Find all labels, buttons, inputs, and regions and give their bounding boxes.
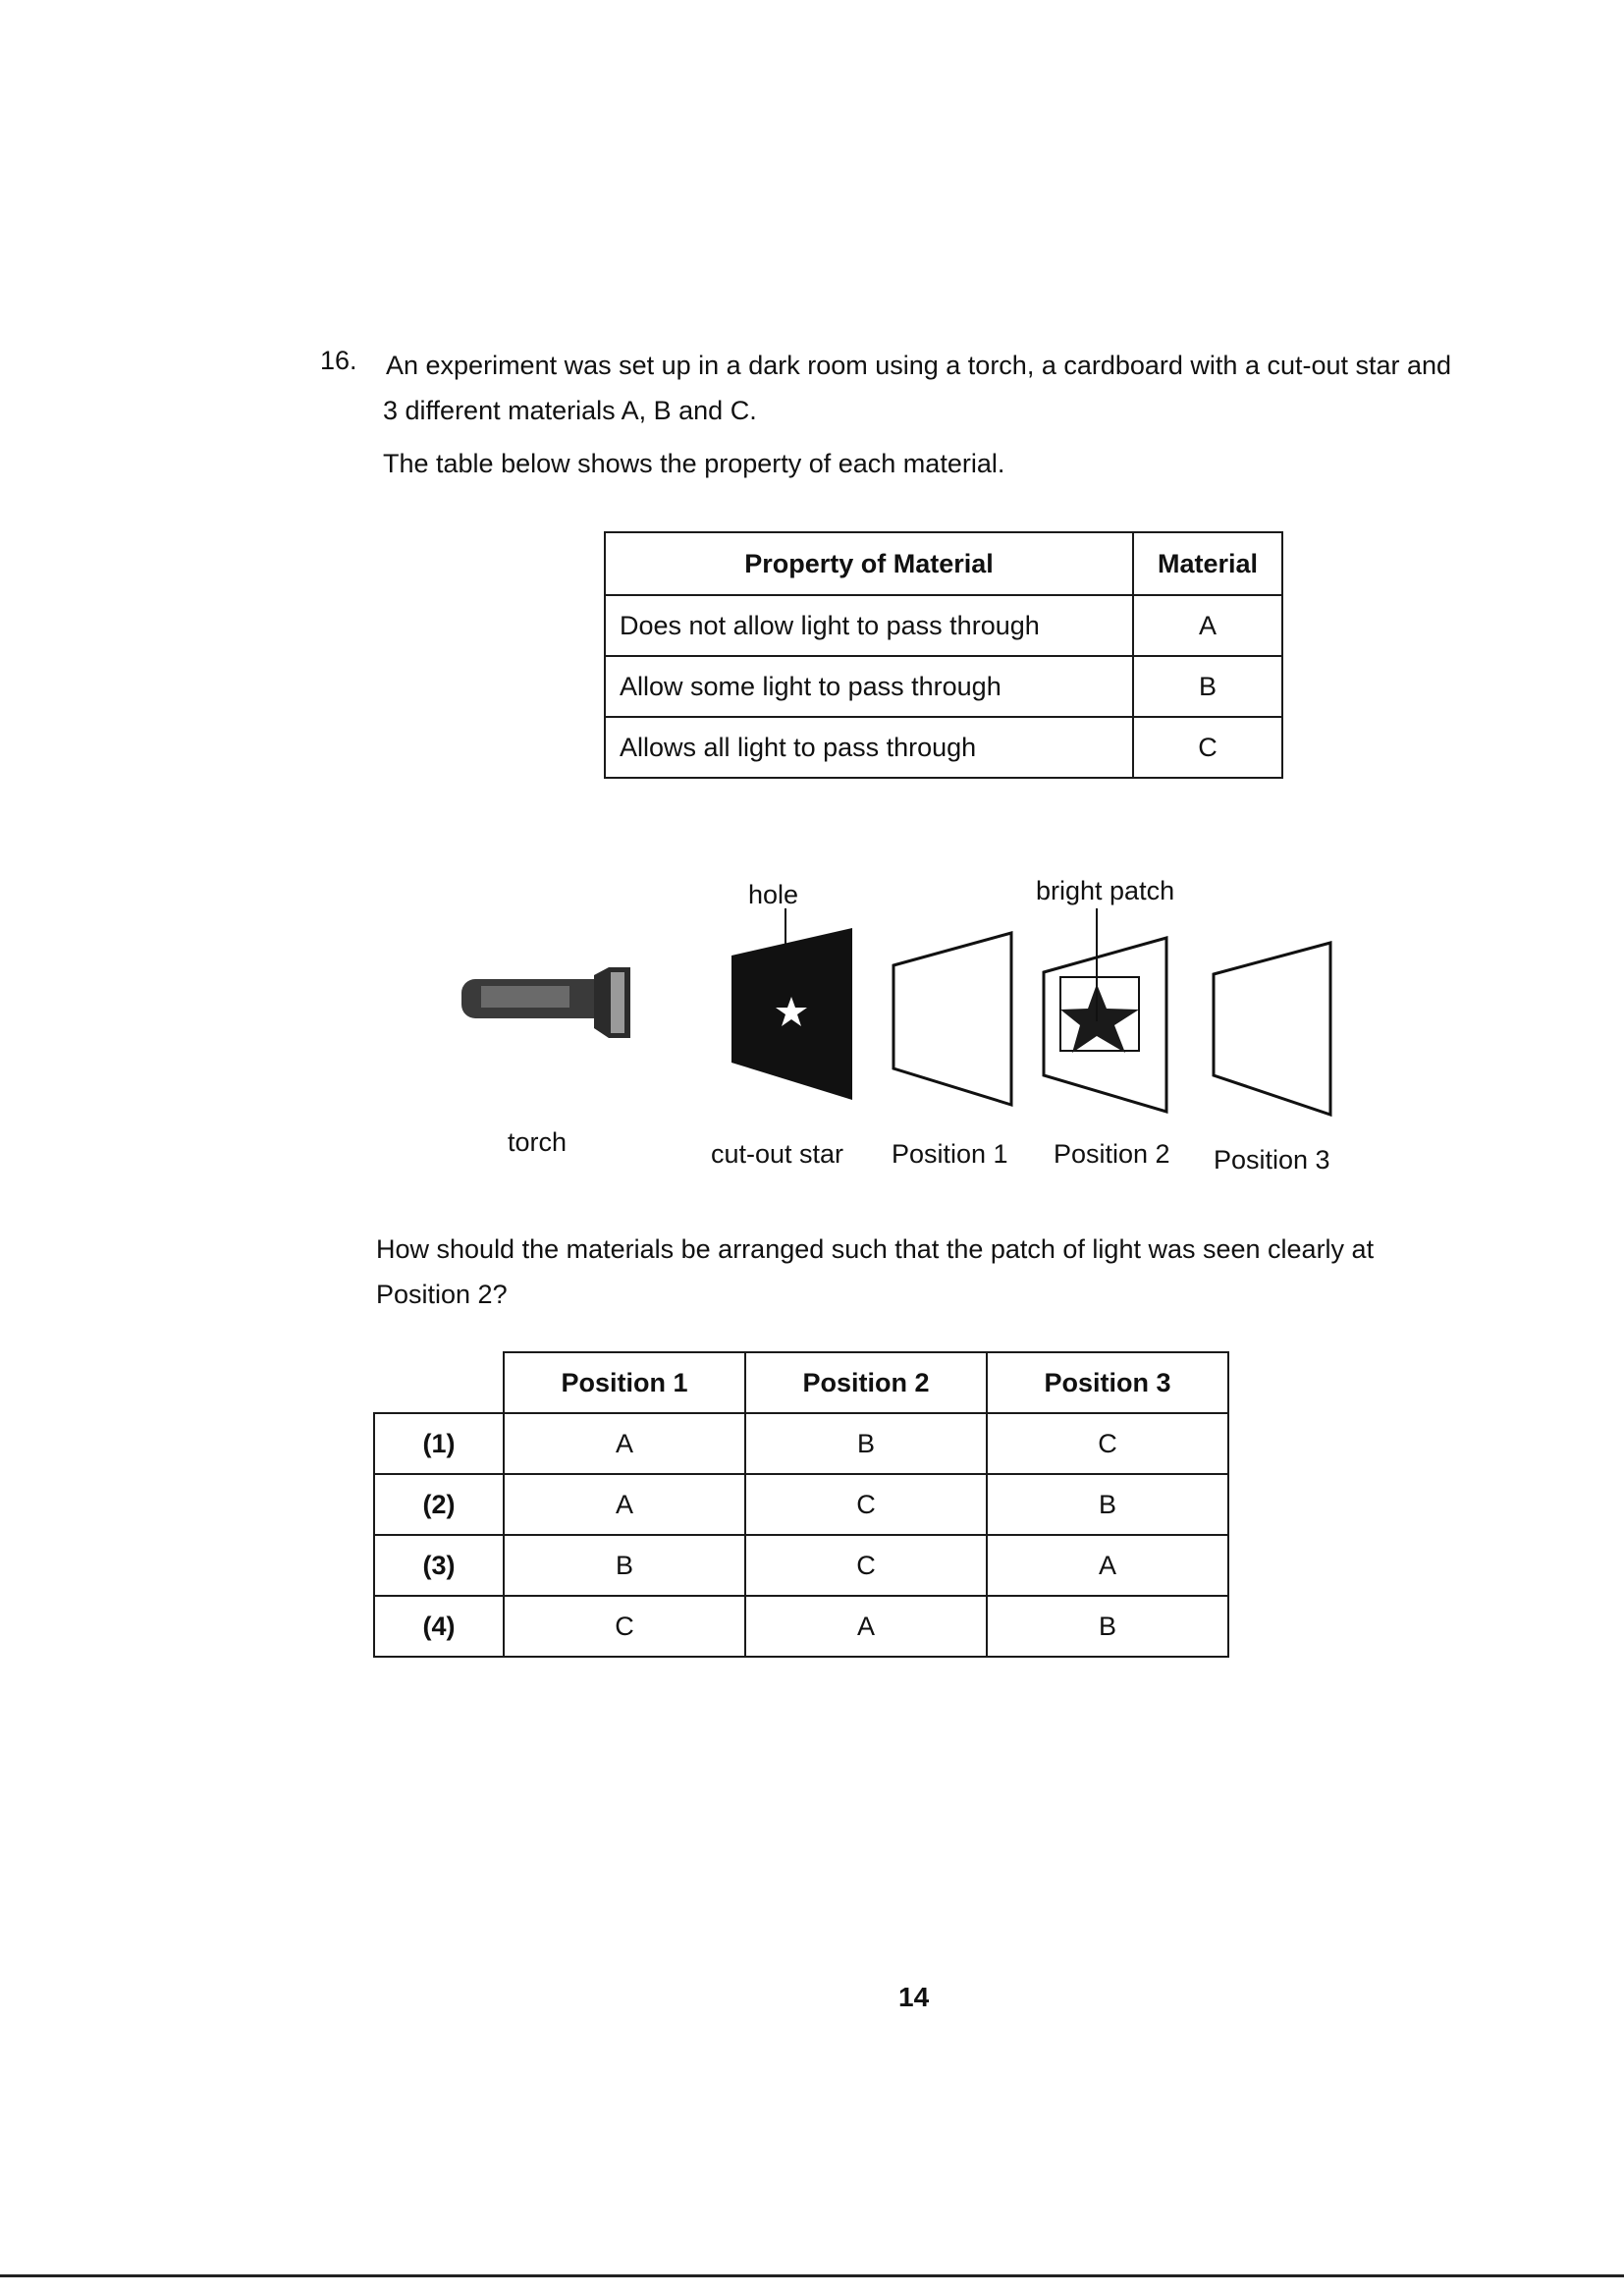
answer-table-header-row bbox=[374, 1352, 1228, 1413]
position-3-label: Position 3 bbox=[1214, 1145, 1330, 1175]
position-1-label: Position 1 bbox=[892, 1139, 1008, 1169]
option-cell: C bbox=[987, 1413, 1228, 1474]
table-row[interactable] bbox=[374, 1413, 1228, 1474]
option-label: (3) bbox=[374, 1535, 504, 1596]
position-2-screen bbox=[1044, 938, 1166, 1112]
option-cell: A bbox=[504, 1413, 745, 1474]
option-cell: B bbox=[987, 1474, 1228, 1535]
cutout-star-cardboard bbox=[731, 928, 852, 1100]
bright-patch-label: bright patch bbox=[1036, 876, 1175, 905]
option-cell: B bbox=[504, 1535, 745, 1596]
question2-text-line-2: Position 2? bbox=[376, 1280, 508, 1309]
option-cell: C bbox=[745, 1474, 987, 1535]
option-cell: C bbox=[745, 1535, 987, 1596]
property-cell: Allow some light to pass through bbox=[605, 656, 1133, 717]
question-text-line-2: 3 different materials A, B and C. bbox=[383, 396, 757, 425]
position-1-screen bbox=[893, 933, 1011, 1105]
torch-icon bbox=[461, 967, 630, 1038]
header-position-1: Position 1 bbox=[504, 1352, 745, 1413]
bottom-divider bbox=[0, 2274, 1624, 2277]
material-cell: B bbox=[1133, 656, 1282, 717]
table-row[interactable] bbox=[374, 1535, 1228, 1596]
table-row[interactable] bbox=[374, 1474, 1228, 1535]
material-cell: C bbox=[1133, 717, 1282, 778]
position-3-screen bbox=[1214, 943, 1330, 1115]
question-text-line-3: The table below shows the property of each material. bbox=[383, 449, 1005, 478]
position-2-label: Position 2 bbox=[1054, 1139, 1170, 1169]
question2-text-line-1: How should the materials be arranged such that the patch of light was seen clearly at bbox=[376, 1234, 1375, 1264]
table-row[interactable] bbox=[374, 1596, 1228, 1657]
option-cell: C bbox=[504, 1596, 745, 1657]
option-cell: A bbox=[504, 1474, 745, 1535]
answer-options-table bbox=[373, 1351, 1229, 1658]
option-label: (2) bbox=[374, 1474, 504, 1535]
torch-label: torch bbox=[508, 1127, 568, 1157]
header-position-2: Position 2 bbox=[745, 1352, 987, 1413]
material-cell: A bbox=[1133, 595, 1282, 656]
option-label: (1) bbox=[374, 1413, 504, 1474]
header-property: Property of Material bbox=[605, 532, 1133, 595]
page-number: 14 bbox=[898, 1982, 930, 2012]
option-cell: A bbox=[745, 1596, 987, 1657]
cutout-star-label: cut-out star bbox=[711, 1139, 844, 1169]
hole-label: hole bbox=[748, 880, 799, 909]
question-number: 16. bbox=[320, 346, 357, 375]
option-label: (4) bbox=[374, 1596, 504, 1657]
property-cell: Does not allow light to pass through bbox=[605, 595, 1133, 656]
option-cell: B bbox=[987, 1596, 1228, 1657]
option-cell: B bbox=[745, 1413, 987, 1474]
option-cell: A bbox=[987, 1535, 1228, 1596]
header-position-3: Position 3 bbox=[987, 1352, 1228, 1413]
header-material: Material bbox=[1133, 532, 1282, 595]
property-cell: Allows all light to pass through bbox=[605, 717, 1133, 778]
header-blank bbox=[374, 1352, 504, 1413]
question-text-line-1: An experiment was set up in a dark room using a torch, a cardboard with a cut-out star and bbox=[386, 351, 1452, 380]
